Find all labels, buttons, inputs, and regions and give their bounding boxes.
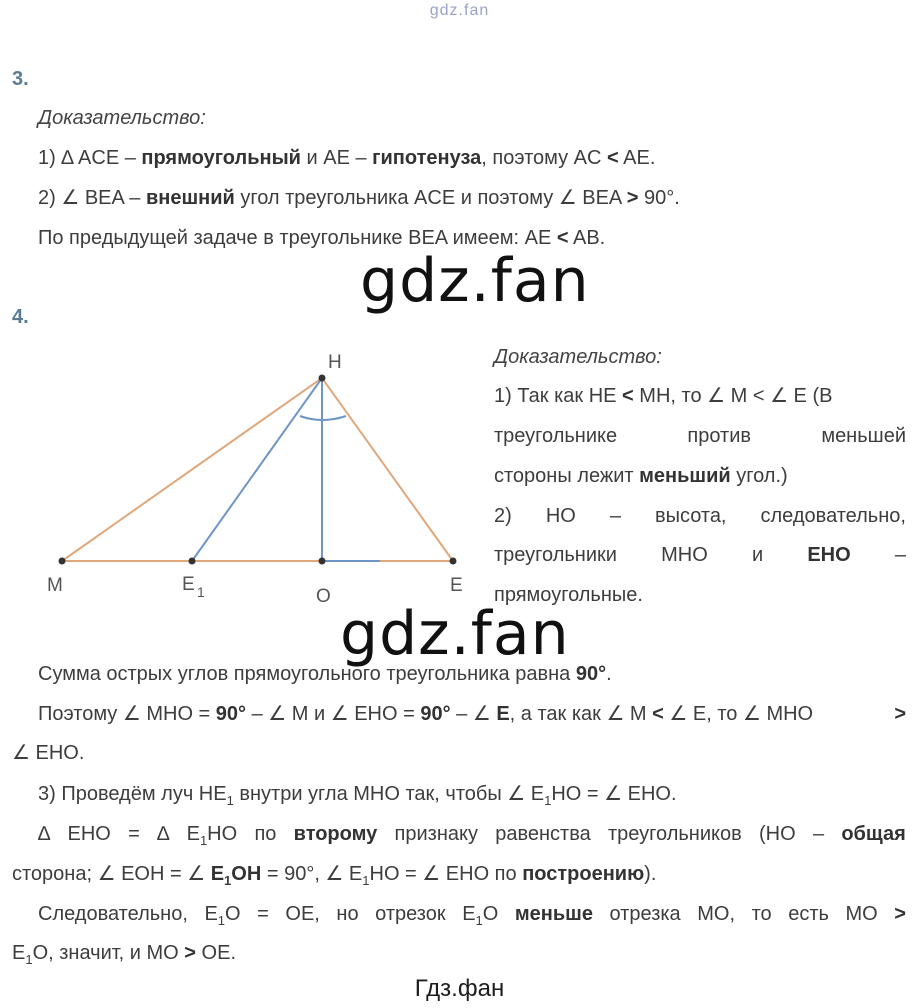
- task-4-paragraph-1: Сумма острых углов прямоугольного треугольника равна 90°.: [38, 663, 612, 685]
- point-E: [450, 558, 457, 565]
- task-3-line-3: По предыдущей задаче в треугольнике BEA имеем: AE < AB.: [38, 227, 606, 249]
- watermark-middle-2: gdz.fan: [340, 599, 570, 669]
- point-H: [319, 375, 326, 382]
- label-E1: E: [182, 574, 195, 595]
- label-E: E: [450, 575, 463, 596]
- ray-HE1: [192, 378, 322, 561]
- task-4-right-line-6: прямоугольные.: [494, 584, 643, 606]
- point-M: [59, 558, 66, 565]
- task-4-paragraph-2-cont: ∠ EHO.: [12, 742, 85, 764]
- task-4-right-line-4: 2) HO – высота, следовательно,: [494, 505, 906, 527]
- task-3-number: 3.: [12, 68, 29, 90]
- task-3-line-2: 2) ∠ BEA – внешний угол треугольника ACE и поэтому ∠ BEA > 90°.: [38, 187, 680, 209]
- label-E1-subscript: 1: [197, 584, 205, 600]
- task-4-right-line-3: стороны лежит меньший угол.): [494, 465, 788, 487]
- label-O: O: [316, 586, 331, 607]
- label-H: H: [328, 352, 342, 373]
- task-4-paragraph-5: Следовательно, $E_1O$ = OE, но отрезок $E_1O$ меньше отрезка MO, то есть MO >: [38, 903, 906, 928]
- watermark-top: gdz.fan: [429, 2, 490, 19]
- task-4-paragraph-4-cont: сторона; ∠ EOH = ∠ $E_1OH = 90^\circ$, ∠ $E_1HO$ = ∠ EHO по построению).: [12, 863, 657, 888]
- triangle-figure: [30, 340, 480, 610]
- label-M: M: [47, 575, 63, 596]
- point-O: [319, 558, 326, 565]
- task-4-proof-title: Доказательство:: [494, 346, 662, 368]
- side-HE: [322, 378, 453, 561]
- task-4-paragraph-2: Поэтому ∠ MHO = 90° – ∠ M и ∠ EHO = 90° – ∠ E, а так как ∠ M < ∠ E, то ∠ MHO >: [38, 703, 906, 725]
- task-3-proof-title: Доказательство:: [38, 107, 206, 129]
- task-4-paragraph-4: ∆ EHO = ∆ $E_1HO$ по второму признаку равенства треугольников (HO – общая: [38, 823, 906, 848]
- task-4-right-line-1: 1) Так как HE < MH, то ∠ M < ∠ E (В: [494, 385, 833, 407]
- task-4-right-line-2: треугольнике против меньшей: [494, 425, 906, 447]
- point-E1: [189, 558, 196, 565]
- watermark-middle-1: gdz.fan: [360, 246, 590, 316]
- task-3-line-1: 1) ∆ ACE – прямоугольный и AE – гипотенуза, поэтому AC < AE.: [38, 147, 656, 169]
- task-4-number: 4.: [12, 306, 29, 328]
- task-4-paragraph-5-cont: $E_1O$, значит, и MO > OE.: [12, 942, 236, 967]
- task-4-paragraph-3: 3) Проведём луч $HE_1$ внутри угла MHO так, чтобы ∠ $E_1HO$ = ∠ EHO.: [38, 783, 677, 808]
- side-MH: [62, 378, 322, 561]
- footer-watermark: Гдз.фан: [414, 975, 505, 1002]
- task-4-right-line-5: треугольники MHO и EHO –: [494, 544, 906, 566]
